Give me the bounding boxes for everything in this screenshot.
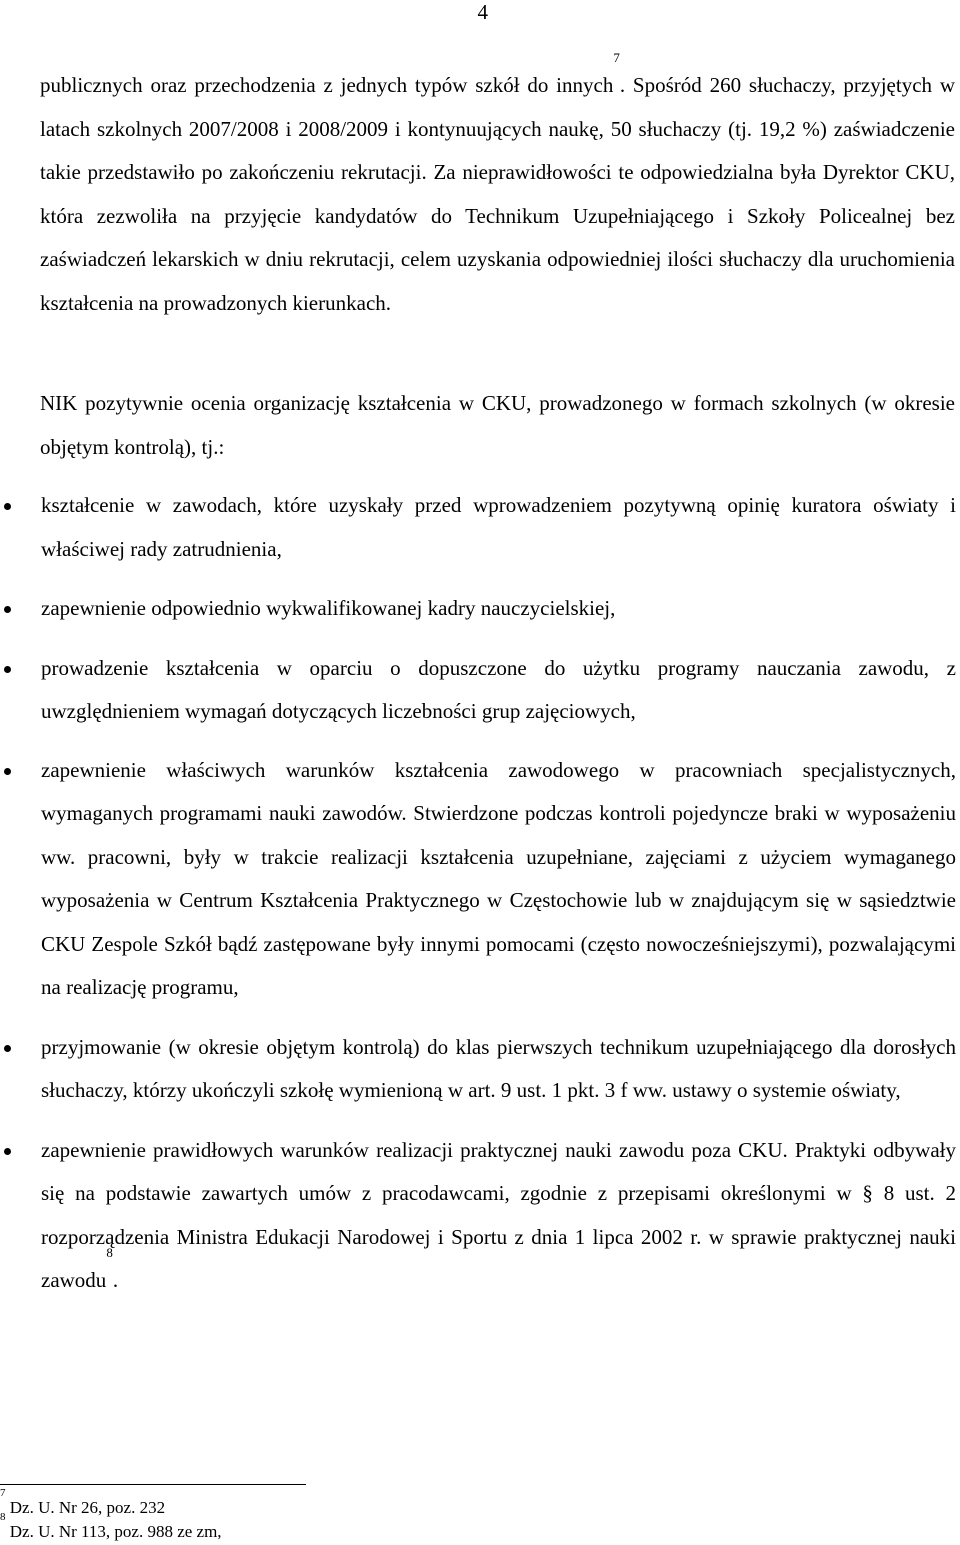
list-item — [0, 647, 956, 734]
bullet-icon — [4, 1148, 11, 1155]
list-item — [0, 587, 956, 631]
list-item-text-main: zapewnienie prawidłowych warunków realizacji praktycznej nauki zawodu poza CKU. Praktyki odbywały się na podstawie zawartych umów z pracodawcami, zgodnie z przepisami określonymi w § 8 ust. 2 rozporządzenia Ministra Edukacji Narodowej i Sportu z dnia 1 lipca 2002 r. w sprawie praktycznej nauki zawodu — [41, 1137, 956, 1292]
list-item — [0, 1026, 956, 1113]
list-item-text: przyjmowanie (w okresie objętym kontrolą) do klas pierwszych technikum uzupełniającego dla dorosłych słuchaczy, którzy ukończyli szkołę wymienioną w art. 9 ust. 1 pkt. 3 f ww. ustawy o systemie oświaty, — [41, 1034, 956, 1102]
list-item-text — [41, 1129, 956, 1303]
bullet-icon — [4, 768, 11, 775]
footnote-divider — [0, 1484, 306, 1485]
footnote-text: Dz. U. Nr 26, poz. 232 — [5, 1498, 166, 1517]
list-item-text: kształcenie w zawodach, które uzyskały przed wprowadzeniem pozytywną opinię kuratora oświaty i właściwej rady zatrudnienia, — [41, 493, 956, 561]
footnote-ref-8[interactable]: 8 — [106, 1245, 113, 1260]
footnote-ref-7[interactable]: 7 — [613, 50, 620, 65]
paragraph-assessment: NIK pozytywnie ocenia organizację kształcenia w CKU, prowadzonego w formach szkolnych (w okresie objętym kontrolą), tj.: — [40, 391, 955, 459]
footnote-mark: 8 — [0, 1511, 6, 1523]
paragraph-intro — [40, 50, 955, 325]
list-item-text: prowadzenie kształcenia w oparciu o dopuszczone do użytku programy nauczania zawodu, z uwzględnieniem wymagań dotyczących liczebności grup zajęciowych, — [41, 655, 956, 723]
assessment-list — [0, 484, 960, 1303]
list-item — [0, 1129, 956, 1303]
paragraph-text: publicznych oraz przechodzenia z jednych typów szkół do innych — [40, 73, 614, 97]
list-item-text: zapewnienie właściwych warunków kształcenia zawodowego w pracowniach specjalistycznych, wymaganych programami nauki zawodów. Stwierdzone podczas kontroli pojedyncze braki w wyposażeniu ww. pracowni, były w trakcie realizacji kształcenia uzupełniane, zajęciami z użyciem wymaganego wyposażenia w Centrum Kształcenia Praktycznego w Częstochowie lub w znajdującym się w sąsiedztwie CKU Zespole Szkół bądź zastępowane były innymi pomocami (często nowocześniejszymi), pozwalającymi na realizację programu, — [41, 757, 956, 999]
list-item — [0, 484, 956, 571]
list-item-text: zapewnienie odpowiednio wykwalifikowanej kadry nauczycielskiej, — [41, 596, 616, 620]
footnote-mark: 7 — [0, 1487, 6, 1499]
list-item-text-tail: . — [112, 1268, 119, 1292]
bullet-icon — [4, 503, 11, 510]
footnote-text: Dz. U. Nr 113, poz. 988 ze zm, — [5, 1522, 222, 1541]
footnote-7 — [0, 1487, 166, 1518]
paragraph-text: . Spośród 260 słuchaczy, przyjętych w latach szkolnych 2007/2008 i 2008/2009 i kontynuujących naukę, 50 słuchaczy (tj. 19,2 %) zaświadczenie takie przedstawiło po zakończeniu rekrutacji. Za nieprawidłowości te odpowiedzialna była Dyrektor CKU, która zezwoliła na przyjęcie kandydatów do Technikum Uzupełniającego i Szkoły Policealnej bez zaświadczeń lekarskich w dniu rekrutacji, celem uzyskania odpowiedniej ilości słuchaczy dla uruchomienia kształcenia na prowadzonych kierunkach. — [40, 73, 955, 315]
footnote-8 — [0, 1511, 222, 1542]
bullet-icon — [4, 1045, 11, 1052]
bullet-icon — [4, 606, 11, 613]
bullet-icon — [4, 666, 11, 673]
page-number: 4 — [477, 0, 488, 24]
list-item — [0, 749, 956, 1010]
